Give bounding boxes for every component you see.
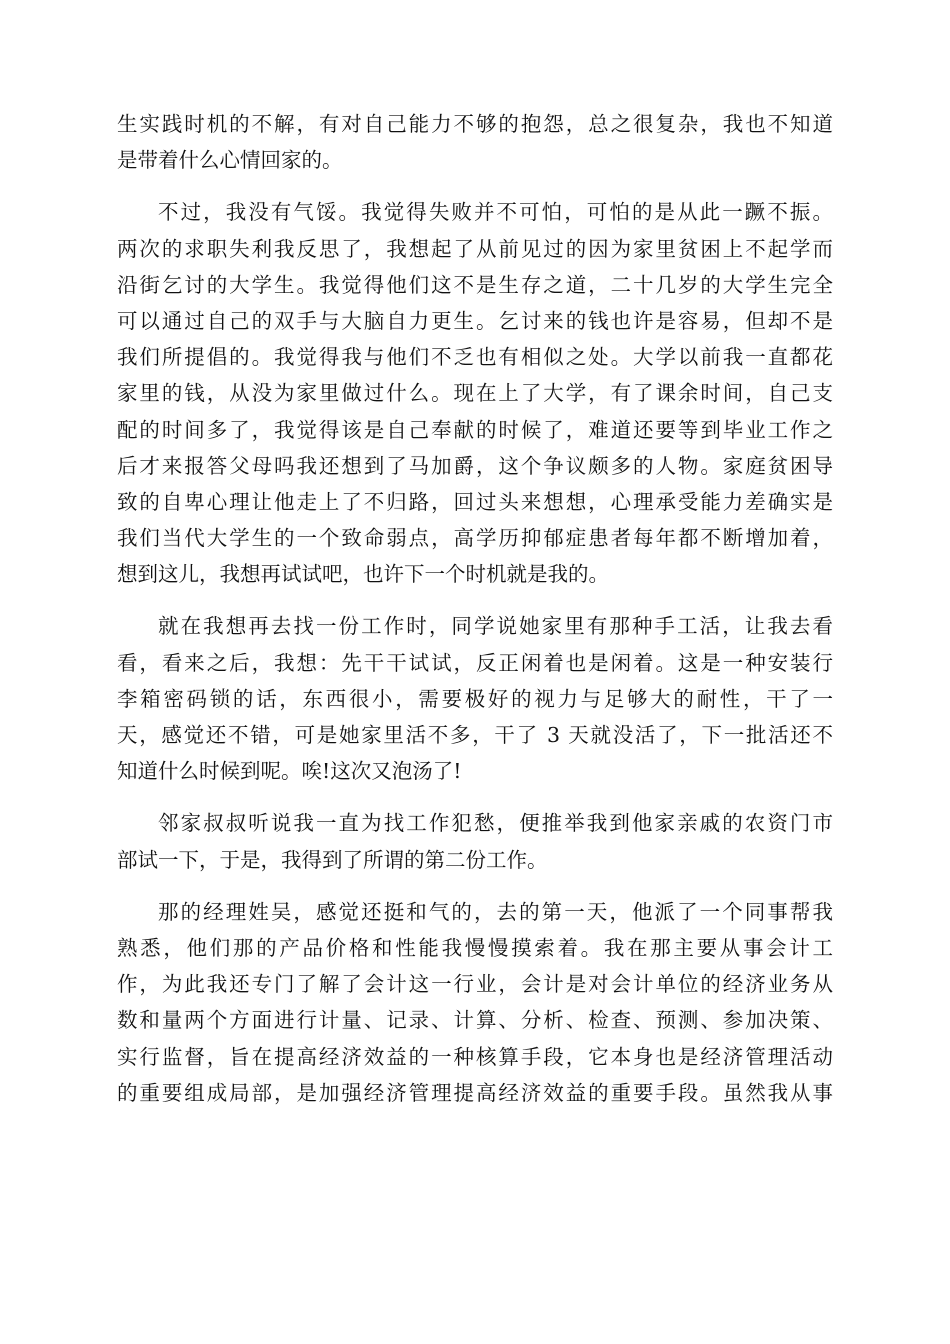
text-line: 家里的钱，从没为家里做过什么。现在上了大学，有了课余时间，自己支 <box>117 381 833 406</box>
text-line: 邻家叔叔听说我一直为找工作犯愁，便推举我到他家亲戚的农资门市 <box>158 811 833 836</box>
text-line: 知道什么时候到呢。唉!这次又泡汤了! <box>117 759 462 784</box>
text-line: 不过，我没有气馁。我觉得失败并不可怕，可怕的是从此一蹶不振。 <box>158 200 833 225</box>
text-line: 作，为此我还专门了解了会计这一行业，会计是对会计单位的经济业务从 <box>117 972 833 997</box>
text-line: 部试一下，于是，我得到了所谓的第二份工作。 <box>117 847 548 872</box>
document-body <box>117 106 833 1127</box>
text-line: 我们所提倡的。我觉得我与他们不乏也有相似之处。大学以前我一直都花 <box>117 345 833 370</box>
paragraph-3 <box>117 608 833 789</box>
text-line: 是带着什么心情回家的。 <box>117 148 343 173</box>
text-line: 后才来报答父母吗我还想到了马加爵，这个争议颇多的人物。家庭贫困导 <box>117 453 833 478</box>
text-line: 李箱密码锁的话，东西很小，需要极好的视力与足够大的耐性，干了一 <box>117 686 833 711</box>
text-line: 熟悉，他们那的产品价格和性能我慢慢摸索着。我在那主要从事会计工 <box>117 935 833 960</box>
paragraph-4 <box>117 805 833 877</box>
text-line: 生实践时机的不解，有对自己能力不够的抱怨，总之很复杂，我也不知道 <box>117 112 833 136</box>
text-line: 看，看来之后，我想：先干干试试，反正闲着也是闲着。这是一种安装行 <box>117 650 833 675</box>
text-line: 实行监督，旨在提高经济效益的一种核算手段，它本身也是经济管理活动 <box>117 1044 833 1069</box>
text-line: 沿街乞讨的大学生。我觉得他们这不是生存之道，二十几岁的大学生完全 <box>117 272 833 297</box>
text-line: 致的自卑心理让他走上了不归路，回过头来想想，心理承受能力差确实是 <box>117 489 833 514</box>
paragraph-2 <box>117 194 833 592</box>
text-line: 的重要组成局部，是加强经济管理提高经济效益的重要手段。虽然我从事 <box>117 1080 833 1105</box>
text-line: 两次的求职失利我反思了，我想起了从前见过的因为家里贫困上不起学而 <box>117 236 833 261</box>
text-line: 数和量两个方面进行计量、记录、计算、分析、检查、预测、参加决策、 <box>117 1008 833 1033</box>
text-line: 我们当代大学生的一个致命弱点，高学历抑郁症患者每年都不断增加着， <box>117 526 833 551</box>
paragraph-1 <box>117 106 833 178</box>
paragraph-5 <box>117 894 833 1111</box>
text-line: 就在我想再去找一份工作时，同学说她家里有那种手工活，让我去看 <box>158 614 833 639</box>
text-line: 那的经理姓吴，感觉还挺和气的，去的第一天，他派了一个同事帮我 <box>158 899 833 924</box>
text-line: 想到这儿，我想再试试吧，也许下一个时机就是我的。 <box>117 562 609 587</box>
text-line: 可以通过自己的双手与大脑自力更生。乞讨来的钱也许是容易，但却不是 <box>117 308 833 333</box>
text-line: 配的时间多了，我觉得该是自己奉献的时候了，难道还要等到毕业工作之 <box>117 417 833 442</box>
text-line: 天，感觉还不错，可是她家里活不多，干了 3 天就没活了，下一批活还不 <box>117 723 833 747</box>
